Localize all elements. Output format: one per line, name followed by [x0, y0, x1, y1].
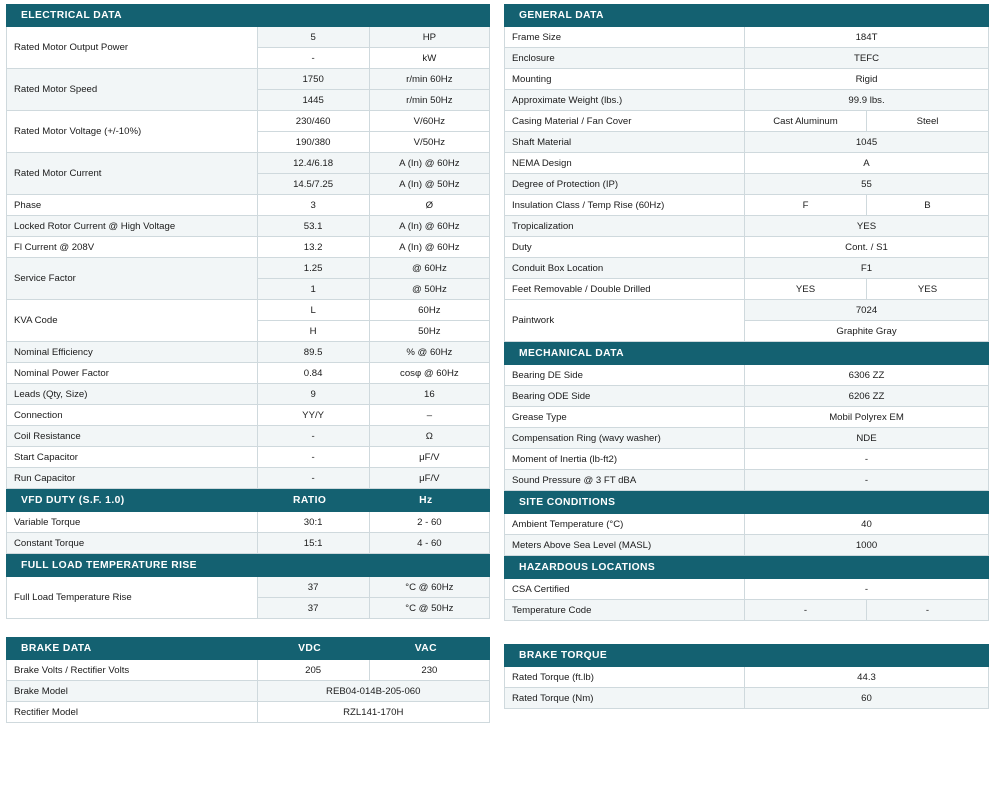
row-label: Variable Torque [7, 512, 258, 533]
table-row [505, 365, 989, 386]
brake-vdc-col-header: VDC [257, 638, 369, 660]
row-value: L [257, 300, 369, 321]
full-load-temp-rise-table [6, 554, 490, 619]
table-row [7, 468, 490, 489]
row-value: Mobil Polyrex EM [745, 407, 989, 428]
row-unit: kW [369, 48, 489, 69]
row-value: 1045 [745, 132, 989, 153]
table-row [505, 48, 989, 69]
electrical-data-table [6, 4, 490, 489]
row-value: Rigid [745, 69, 989, 90]
row-value: 3 [257, 195, 369, 216]
row-label: Meters Above Sea Level (MASL) [505, 535, 745, 556]
row-label: Rated Torque (ft.lb) [505, 667, 745, 688]
row-label: Brake Volts / Rectifier Volts [7, 660, 258, 681]
table-row [7, 512, 490, 533]
row-unit: 60Hz [369, 300, 489, 321]
row-label: Bearing DE Side [505, 365, 745, 386]
table-row [505, 279, 989, 300]
table-row [505, 386, 989, 407]
row-value: A [745, 153, 989, 174]
row-unit: Steel [867, 111, 989, 132]
row-value: 9 [257, 384, 369, 405]
table-row [7, 384, 490, 405]
full-load-temp-rise-header [7, 555, 490, 577]
table-row [7, 363, 490, 384]
row-unit: A (In) @ 60Hz [369, 153, 489, 174]
brake-data-title: BRAKE DATA [7, 638, 258, 660]
row-unit: - [867, 600, 989, 621]
table-row [505, 600, 989, 621]
row-unit: μF/V [369, 468, 489, 489]
row-value: 12.4/6.18 [257, 153, 369, 174]
row-value: 205 [257, 660, 369, 681]
site-conditions-header [505, 492, 989, 514]
table-row [505, 428, 989, 449]
row-value: - [745, 470, 989, 491]
row-label: Nominal Power Factor [7, 363, 258, 384]
brake-torque-header [505, 645, 989, 667]
brake-torque-title: BRAKE TORQUE [505, 645, 989, 667]
table-row [7, 300, 490, 321]
row-unit: V/60Hz [369, 111, 489, 132]
row-label: Coil Resistance [7, 426, 258, 447]
row-value: - [257, 48, 369, 69]
table-row [505, 69, 989, 90]
row-label: Rated Motor Voltage (+/-10%) [7, 111, 258, 153]
row-label: Service Factor [7, 258, 258, 300]
row-label: Compensation Ring (wavy washer) [505, 428, 745, 449]
row-label: Run Capacitor [7, 468, 258, 489]
electrical-data-header [7, 5, 490, 27]
right-column [504, 4, 988, 731]
row-value: 14.5/7.25 [257, 174, 369, 195]
row-label: Nominal Efficiency [7, 342, 258, 363]
row-label: NEMA Design [505, 153, 745, 174]
table-row [7, 237, 490, 258]
row-value: 1.25 [257, 258, 369, 279]
row-label: Leads (Qty, Size) [7, 384, 258, 405]
table-row [505, 27, 989, 48]
brake-vac-col-header: VAC [369, 638, 489, 660]
row-unit: °C @ 50Hz [369, 598, 489, 619]
row-unit: YES [867, 279, 989, 300]
row-label: Tropicalization [505, 216, 745, 237]
row-label: Rated Motor Output Power [7, 27, 258, 69]
row-value: - [257, 426, 369, 447]
row-label: Locked Rotor Current @ High Voltage [7, 216, 258, 237]
row-label: Rated Motor Speed [7, 69, 258, 111]
row-label: Constant Torque [7, 533, 258, 554]
row-label: Start Capacitor [7, 447, 258, 468]
table-row [505, 300, 989, 321]
right-gap [504, 629, 988, 644]
row-value: YES [745, 216, 989, 237]
row-label: KVA Code [7, 300, 258, 342]
row-value: 53.1 [257, 216, 369, 237]
table-row [505, 449, 989, 470]
table-row [7, 702, 490, 723]
row-label: Paintwork [505, 300, 745, 342]
row-value: 1 [257, 279, 369, 300]
table-row [505, 407, 989, 428]
row-value: - [257, 447, 369, 468]
table-row [505, 579, 989, 600]
left-gap [6, 627, 490, 637]
row-label: Fl Current @ 208V [7, 237, 258, 258]
row-unit: % @ 60Hz [369, 342, 489, 363]
table-row [505, 216, 989, 237]
row-value: 6306 ZZ [745, 365, 989, 386]
row-unit: cosφ @ 60Hz [369, 363, 489, 384]
row-value: RZL141-170H [257, 702, 489, 723]
table-row [7, 153, 490, 174]
row-label: Sound Pressure @ 3 FT dBA [505, 470, 745, 491]
table-row [7, 111, 490, 132]
left-column [6, 4, 490, 731]
row-unit: 50Hz [369, 321, 489, 342]
site-conditions-title: SITE CONDITIONS [505, 492, 989, 514]
row-value: 1445 [257, 90, 369, 111]
row-value: 13.2 [257, 237, 369, 258]
row-unit: A (In) @ 60Hz [369, 237, 489, 258]
row-value: F [745, 195, 867, 216]
table-row [505, 258, 989, 279]
row-value: 1000 [745, 535, 989, 556]
table-row [7, 69, 490, 90]
row-value: Graphite Gray [745, 321, 989, 342]
row-value: F1 [745, 258, 989, 279]
row-value: 37 [257, 598, 369, 619]
row-value: 40 [745, 514, 989, 535]
table-row [7, 342, 490, 363]
table-row [7, 660, 490, 681]
row-label: Moment of Inertia (lb-ft2) [505, 449, 745, 470]
row-label: Shaft Material [505, 132, 745, 153]
vfd-duty-title: VFD DUTY (S.F. 1.0) [7, 490, 258, 512]
row-label: Frame Size [505, 27, 745, 48]
mechanical-data-table [504, 342, 989, 491]
row-value: 37 [257, 577, 369, 598]
row-unit: – [369, 405, 489, 426]
row-value: 15:1 [257, 533, 369, 554]
general-data-title: GENERAL DATA [505, 5, 989, 27]
row-unit: HP [369, 27, 489, 48]
row-value: YY/Y [257, 405, 369, 426]
row-value: Cont. / S1 [745, 237, 989, 258]
table-row [7, 216, 490, 237]
general-data-header [505, 5, 989, 27]
row-label: Insulation Class / Temp Rise (60Hz) [505, 195, 745, 216]
row-label: Enclosure [505, 48, 745, 69]
row-label: CSA Certified [505, 579, 745, 600]
table-row [505, 90, 989, 111]
vfd-duty-header [7, 490, 490, 512]
row-label: Duty [505, 237, 745, 258]
row-unit: 16 [369, 384, 489, 405]
table-row [7, 405, 490, 426]
row-unit: μF/V [369, 447, 489, 468]
general-data-table [504, 4, 989, 342]
row-value: 7024 [745, 300, 989, 321]
row-label: Brake Model [7, 681, 258, 702]
row-label: Full Load Temperature Rise [7, 577, 258, 619]
row-label: Phase [7, 195, 258, 216]
row-value: TEFC [745, 48, 989, 69]
table-row [7, 681, 490, 702]
hazardous-locations-header [505, 557, 989, 579]
row-label: Connection [7, 405, 258, 426]
row-value: 89.5 [257, 342, 369, 363]
table-row [505, 111, 989, 132]
table-row [7, 577, 490, 598]
row-value: H [257, 321, 369, 342]
row-value: - [257, 468, 369, 489]
row-label: Degree of Protection (IP) [505, 174, 745, 195]
row-label: Rated Motor Current [7, 153, 258, 195]
row-value: 5 [257, 27, 369, 48]
row-unit: @ 60Hz [369, 258, 489, 279]
row-value: - [745, 579, 989, 600]
row-value: 1750 [257, 69, 369, 90]
row-label: Conduit Box Location [505, 258, 745, 279]
row-value: - [745, 449, 989, 470]
row-unit: r/min 50Hz [369, 90, 489, 111]
full-load-temp-rise-title: FULL LOAD TEMPERATURE RISE [7, 555, 490, 577]
row-unit: Ω [369, 426, 489, 447]
row-unit: V/50Hz [369, 132, 489, 153]
row-unit: @ 50Hz [369, 279, 489, 300]
vfd-duty-table [6, 489, 490, 554]
row-label: Rectifier Model [7, 702, 258, 723]
table-row [505, 470, 989, 491]
row-unit: 230 [369, 660, 489, 681]
row-value: 30:1 [257, 512, 369, 533]
site-conditions-table [504, 491, 989, 556]
row-value: 6206 ZZ [745, 386, 989, 407]
row-value: 60 [745, 688, 989, 709]
row-label: Casing Material / Fan Cover [505, 111, 745, 132]
table-row [505, 667, 989, 688]
table-row [7, 447, 490, 468]
row-unit: B [867, 195, 989, 216]
row-label: Feet Removable / Double Drilled [505, 279, 745, 300]
row-unit: °C @ 60Hz [369, 577, 489, 598]
brake-data-table [6, 637, 490, 723]
table-row [505, 514, 989, 535]
row-value: 55 [745, 174, 989, 195]
electrical-data-title: ELECTRICAL DATA [7, 5, 490, 27]
vfd-ratio-col-header: RATIO [257, 490, 369, 512]
row-value: - [745, 600, 867, 621]
row-unit: A (In) @ 50Hz [369, 174, 489, 195]
row-unit: Ø [369, 195, 489, 216]
row-value: 99.9 lbs. [745, 90, 989, 111]
hazardous-locations-title: HAZARDOUS LOCATIONS [505, 557, 989, 579]
row-unit: 2 - 60 [369, 512, 489, 533]
row-unit: r/min 60Hz [369, 69, 489, 90]
row-label: Ambient Temperature (°C) [505, 514, 745, 535]
row-label: Temperature Code [505, 600, 745, 621]
row-label: Rated Torque (Nm) [505, 688, 745, 709]
row-unit: A (In) @ 60Hz [369, 216, 489, 237]
table-row [505, 153, 989, 174]
row-value: 184T [745, 27, 989, 48]
mechanical-data-header [505, 343, 989, 365]
row-value: REB04-014B-205-060 [257, 681, 489, 702]
row-value: 0.84 [257, 363, 369, 384]
mechanical-data-title: MECHANICAL DATA [505, 343, 989, 365]
row-label: Bearing ODE Side [505, 386, 745, 407]
table-row [505, 688, 989, 709]
table-row [7, 195, 490, 216]
row-value: Cast Aluminum [745, 111, 867, 132]
table-row [505, 535, 989, 556]
table-row [505, 132, 989, 153]
table-row [7, 258, 490, 279]
row-value: NDE [745, 428, 989, 449]
vfd-hz-col-header: Hz [369, 490, 489, 512]
row-unit: 4 - 60 [369, 533, 489, 554]
table-row [7, 27, 490, 48]
row-value: 190/380 [257, 132, 369, 153]
table-row [505, 237, 989, 258]
table-row [7, 426, 490, 447]
row-label: Approximate Weight (lbs.) [505, 90, 745, 111]
row-value: 44.3 [745, 667, 989, 688]
row-label: Mounting [505, 69, 745, 90]
table-row [505, 195, 989, 216]
brake-torque-table [504, 644, 989, 709]
row-value: YES [745, 279, 867, 300]
row-value: 230/460 [257, 111, 369, 132]
row-label: Grease Type [505, 407, 745, 428]
brake-data-header [7, 638, 490, 660]
table-row [7, 533, 490, 554]
table-row [505, 174, 989, 195]
hazardous-locations-table [504, 556, 989, 621]
